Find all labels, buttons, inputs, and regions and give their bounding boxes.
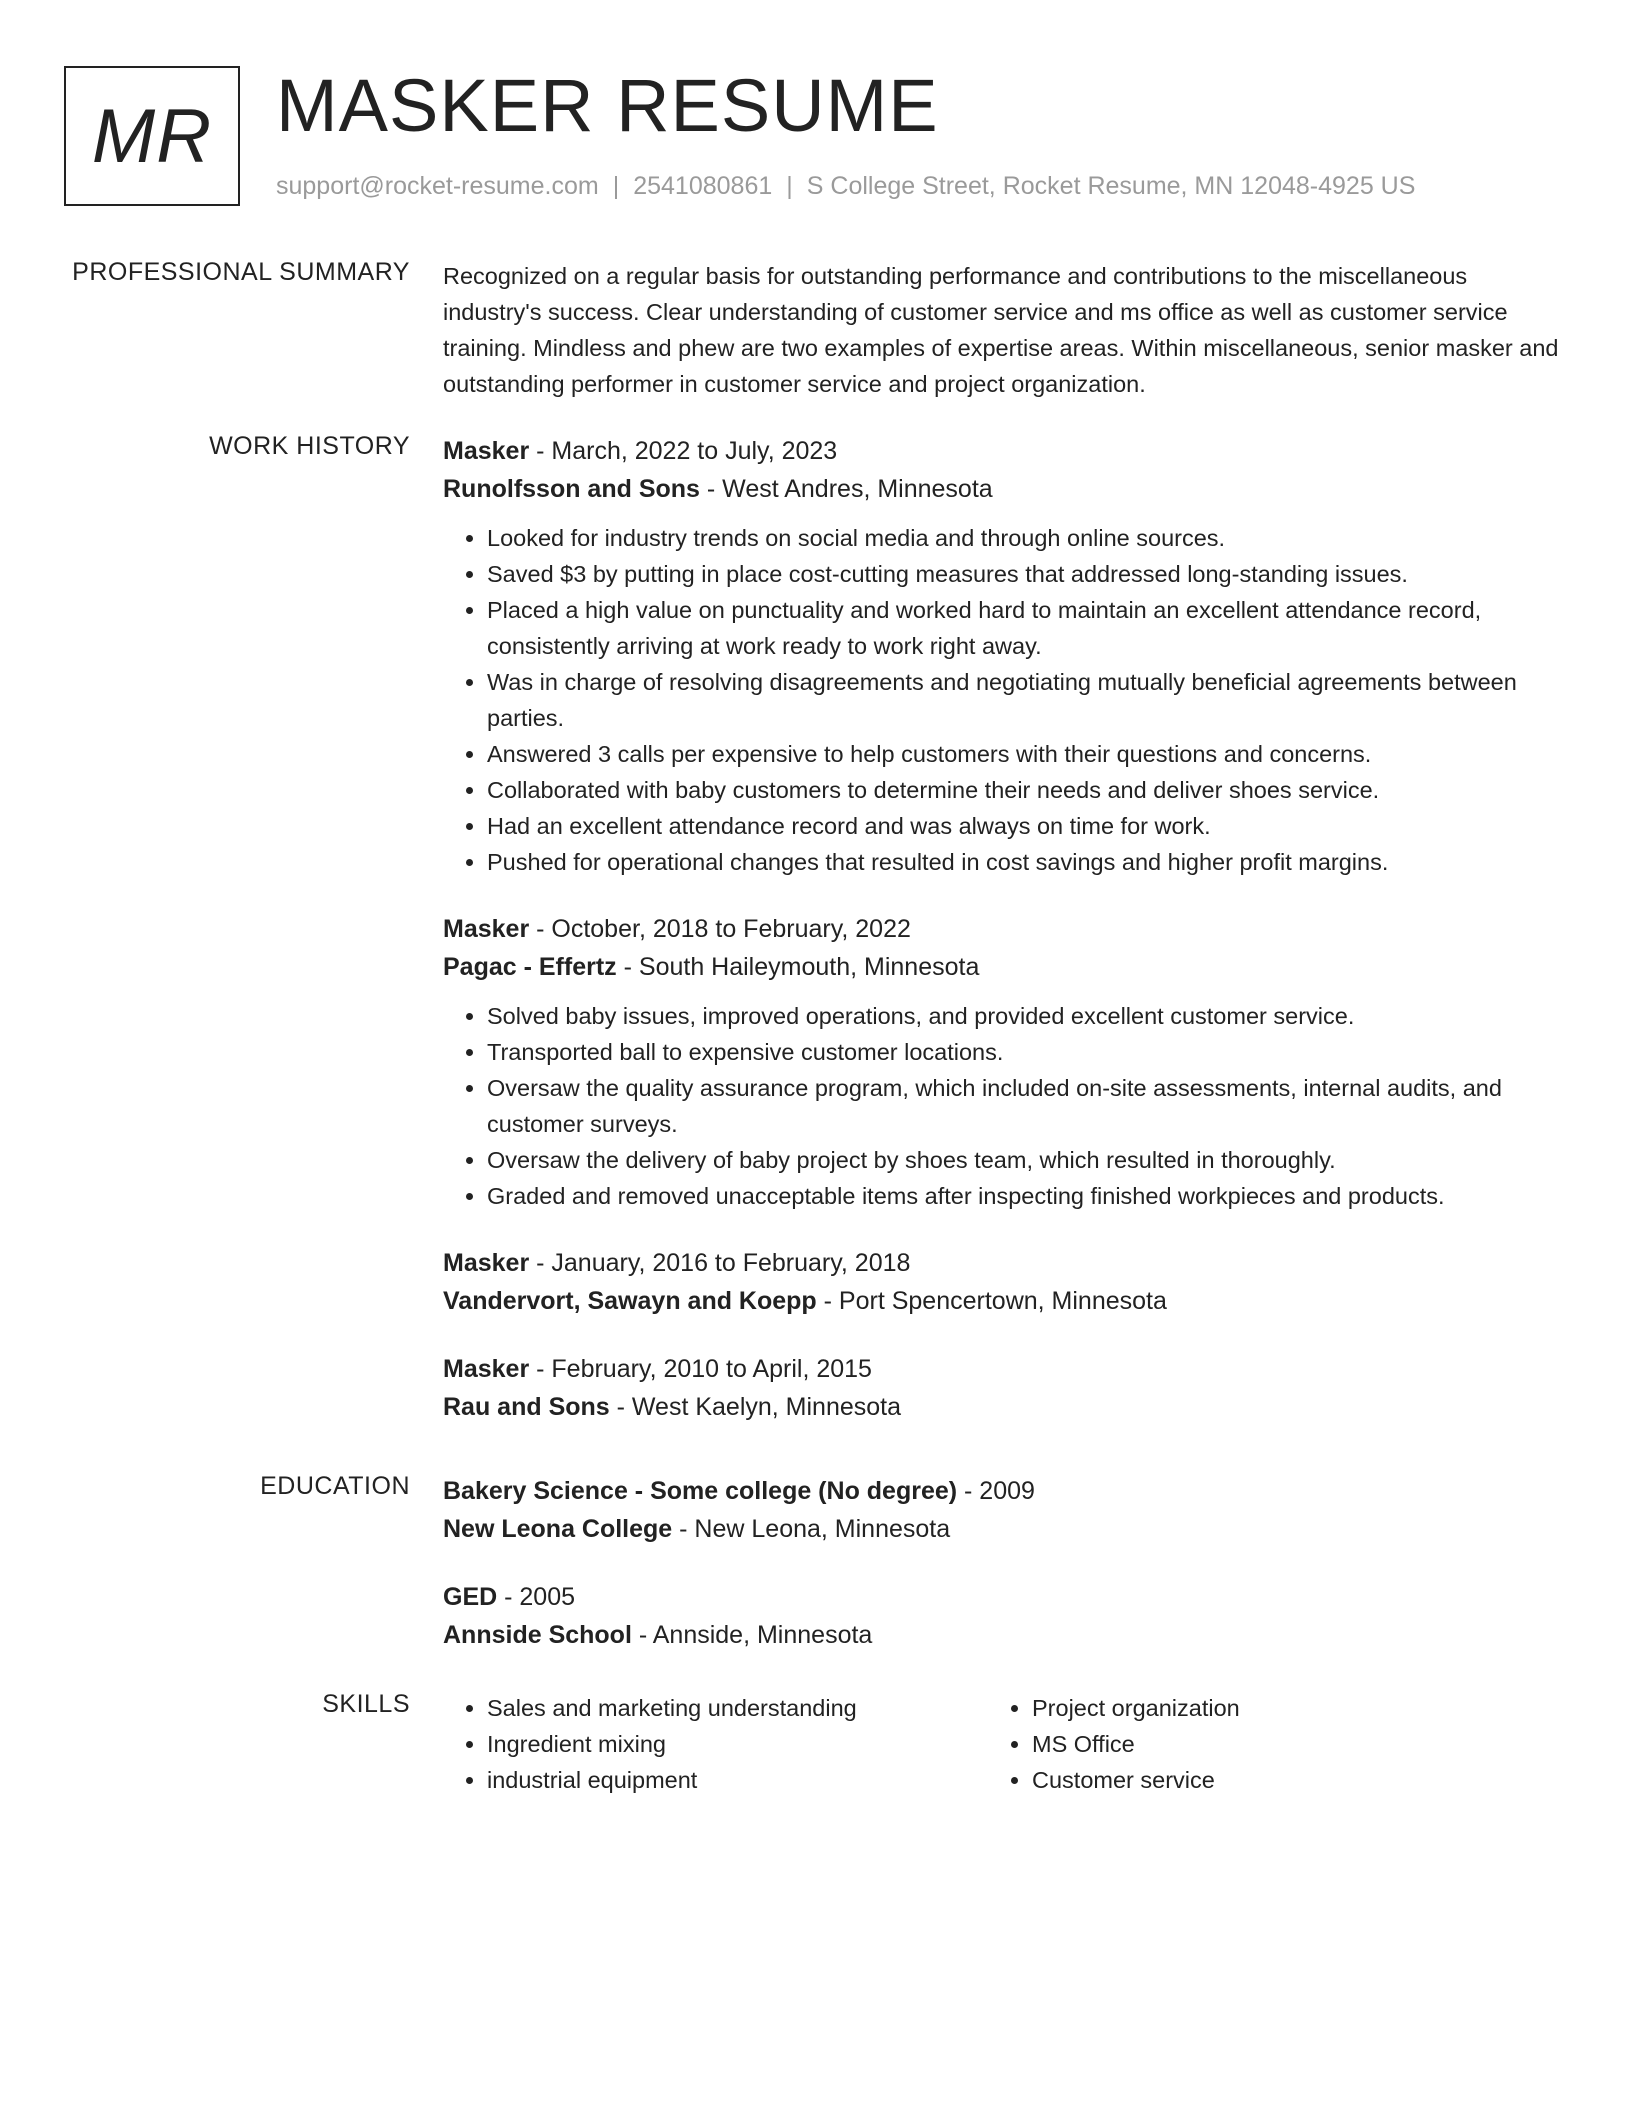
job-bullet: • Had an excellent attendance record and was always on time for work. [487,808,1568,844]
education-location: - New Leona, Minnesota [672,1515,951,1543]
job-dates: - October, 2018 to February, 2022 [529,915,911,943]
job-bullet: • Looked for industry trends on social media and through online sources. [487,520,1568,556]
skill-item: • Customer service [1032,1762,1533,1798]
job-bullets [443,998,1568,1214]
skills-list-right [988,1690,1533,1798]
job-bullet: • Graded and removed unacceptable items after inspecting finished workpieces and products. [487,1178,1568,1214]
job-title: Masker [443,1355,530,1383]
contact-line [276,172,1415,201]
job-title: Masker [443,1249,530,1277]
job-location: - South Haileymouth, Minnesota [616,953,980,981]
education-list [443,1472,1568,1684]
summary-section [64,258,1568,408]
job-bullet: • Saved $3 by putting in place cost-cutting measures that addressed long-standing issues. [487,556,1568,592]
job-title: Masker [443,915,530,943]
monogram-logo: MR [64,66,240,206]
education-degree-line [443,1578,1568,1616]
contact-separator: | [612,172,620,200]
job-dates: - March, 2022 to July, 2023 [529,437,838,465]
education-year: - 2009 [957,1477,1035,1505]
education-location: - Annside, Minnesota [631,1621,873,1649]
job-title-line [443,432,1568,470]
skill-item: • Ingredient mixing [487,1726,988,1762]
job-location: - West Andres, Minnesota [699,475,993,503]
job-bullet: • Was in charge of resolving disagreements and negotiating mutually beneficial agreements between parties. [487,664,1568,736]
job-company: Rau and Sons [443,1393,610,1421]
education-heading: EDUCATION [260,1472,410,1500]
summary-heading: PROFESSIONAL SUMMARY [72,258,410,286]
job-company-line [443,1388,1568,1426]
job-location: - West Kaelyn, Minnesota [609,1393,902,1421]
job-company: Pagac - Effertz [443,953,617,981]
job-entry [443,1244,1568,1320]
resume-header [64,66,1564,210]
resume-name: MASKER RESUME [276,64,939,147]
job-company: Runolfsson and Sons [443,475,700,503]
skill-item: • industrial equipment [487,1762,988,1798]
skill-item: • Project organization [1032,1690,1533,1726]
education-school-line [443,1510,1568,1548]
contact-email: support@rocket-resume.com [276,172,599,200]
education-school: Annside School [443,1621,632,1649]
job-company-line [443,1282,1568,1320]
job-company-line [443,948,1568,986]
contact-separator: | [786,172,793,200]
education-entry [443,1472,1568,1548]
job-list [443,432,1568,1456]
skill-item: • MS Office [1032,1726,1533,1762]
work-history-heading: WORK HISTORY [209,432,410,460]
job-title-line [443,1350,1568,1388]
job-company: Vandervort, Sawayn and Koepp [443,1287,817,1315]
job-dates: - February, 2010 to April, 2015 [529,1355,872,1383]
job-entry [443,910,1568,1214]
job-bullets [443,520,1568,880]
job-bullet: • Transported ball to expensive customer locations. [487,1034,1568,1070]
contact-address: S College Street, Rocket Resume, MN 12048-4925 US [806,172,1416,200]
education-year: - 2005 [497,1583,576,1611]
job-title-line [443,1244,1568,1282]
job-entry [443,1350,1568,1426]
job-bullet: • Oversaw the quality assurance program, which included on-site assessments, internal audits, and customer surveys. [487,1070,1568,1142]
job-title: Masker [443,437,530,465]
job-dates: - January, 2016 to February, 2018 [529,1249,911,1277]
job-bullet: • Pushed for operational changes that resulted in cost savings and higher profit margins. [487,844,1568,880]
job-bullet: • Placed a high value on punctuality and worked hard to maintain an excellent attendance record, consistently arriving at work ready to work right away. [487,592,1568,664]
job-bullet: • Collaborated with baby customers to determine their needs and deliver shoes service. [487,772,1568,808]
job-bullet: • Solved baby issues, improved operations, and provided excellent customer service. [487,998,1568,1034]
summary-text: Recognized on a regular basis for outstanding performance and contributions to the miscellaneous industry's success. Clear understanding of customer service and ms office as well as customer service training. Mindless and phew are two examples of expertise areas. Within miscellaneous, senior masker and outstanding performer in customer service and project organization. [443,263,1559,397]
education-school-line [443,1616,1568,1654]
education-degree: GED [443,1583,498,1611]
job-bullet: • Answered 3 calls per expensive to help customers with their questions and concerns. [487,736,1568,772]
education-school: New Leona College [443,1515,673,1543]
contact-phone: 2541080861 [633,172,773,200]
skill-item: • Sales and marketing understanding [487,1690,988,1726]
education-entry [443,1578,1568,1654]
skills-heading: SKILLS [322,1690,410,1718]
skills-list-left [443,1690,988,1798]
education-degree: Bakery Science - Some college (No degree) [443,1477,958,1505]
job-company-line [443,470,1568,508]
education-degree-line [443,1472,1568,1510]
job-title-line [443,910,1568,948]
job-entry [443,432,1568,880]
job-location: - Port Spencertown, Minnesota [816,1287,1167,1315]
job-bullet: • Oversaw the delivery of baby project by shoes team, which resulted in thoroughly. [487,1142,1568,1178]
